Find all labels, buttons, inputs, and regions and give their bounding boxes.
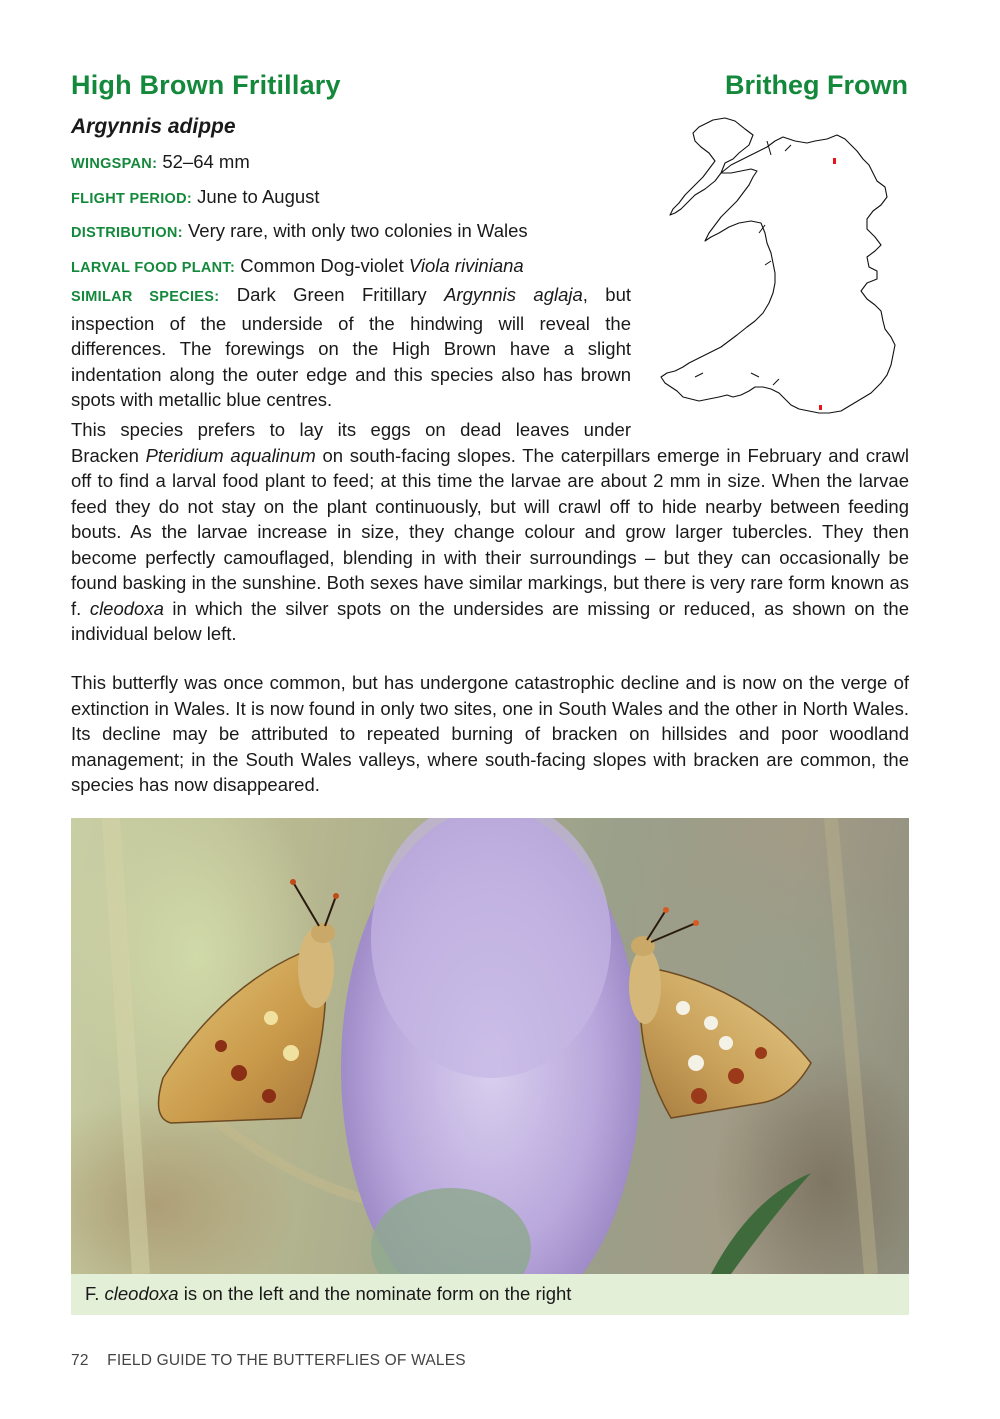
fact-value: 52–64 mm — [162, 151, 250, 172]
fact-larval-food-plant — [71, 254, 641, 280]
fact-value-italic: Viola riviniana — [408, 254, 524, 276]
record-dot-south — [819, 405, 822, 410]
fact-label: WINGSPAN: — [71, 156, 158, 172]
ecology-paragraph — [71, 417, 909, 647]
fact-label: LARVAL FOOD PLANT: — [71, 259, 236, 276]
fact-value: June to August — [197, 185, 320, 207]
caption-text-part: F. — [85, 1283, 105, 1304]
fact-label: FLIGHT PERIOD: — [71, 190, 192, 207]
ecology-text: on south-facing slopes. The caterpillars emerge in February and crawl off to find a larval food plant to feed; at this time the larvae are about 2 mm in size. When the larvae feed they do not stay on the plant continuously, but will crawl off to hide nearby between feeding bouts. As the larvae increase in size, they change colour and grow larger tubercles. They then become perfectly camouflaged, blending in with their surroundings – but they can occasionally be found basking in the sunshine. Both sexes have similar markings, but there is very rare form known as f. — [71, 444, 909, 619]
butterfly-right — [629, 907, 811, 1118]
fact-distribution — [71, 219, 641, 245]
ecology-scientific: Pteridium aqualinum — [145, 444, 316, 466]
estuary-lines — [695, 141, 791, 385]
butterfly-left — [159, 879, 340, 1123]
similar-species-label: SIMILAR SPECIES: — [71, 289, 220, 305]
fact-value: Common Dog-violet — [240, 254, 409, 276]
wales-outline — [661, 118, 895, 413]
caption-form-name: cleodoxa — [104, 1283, 179, 1304]
fact-value: Very rare, with only two colonies in Wales — [187, 220, 528, 241]
photo-illustration — [71, 818, 909, 1274]
record-dot-north — [833, 158, 836, 164]
fact-list — [71, 150, 641, 288]
grass-stem — [831, 818, 871, 1274]
butterfly-photo — [71, 818, 909, 1274]
leaf — [711, 1173, 811, 1274]
ecology-text: This species prefers to lay its eggs on dead leaves under — [71, 419, 631, 440]
similar-species-paragraph — [71, 282, 631, 413]
similar-species-text: , but inspection of the underside of the hindwing will reveal the differences. The forewings on the High Brown have a slight indentation along the outer edge and this species also has brown spots with metallic blue centres. — [71, 284, 632, 410]
photo-caption — [71, 1274, 909, 1315]
fact-wingspan — [71, 150, 641, 176]
status-paragraph: This butterfly was once common, but has undergone catastrophic decline and is now on the verge of extinction in Wales. It is now found in only two sites, one in South Wales and the other in North Wales. Its decline may be attributed to repeated burning of bracken on hillsides and poor woodland management; in the South Wales valleys, where south-facing slopes with bracken are common, the species has now disappeared. — [71, 672, 909, 795]
grass-stem — [111, 818, 141, 1274]
common-name-heading: High Brown Fritillary — [71, 70, 341, 100]
ecology-text: Bracken — [71, 444, 146, 466]
similar-species-text: Dark Green Fritillary — [219, 284, 445, 305]
similar-species-scientific: Argynnis aglaja — [444, 284, 583, 305]
page-footer — [71, 1352, 466, 1370]
caption-text-part: is on the left and the nominate form on the right — [178, 1283, 572, 1304]
fact-label: DISTRIBUTION: — [71, 225, 183, 241]
fact-flight-period — [71, 185, 641, 211]
book-title: FIELD GUIDE TO THE BUTTERFLIES OF WALES — [107, 1352, 466, 1369]
ecology-text: in which the silver spots on the undersides are missing or reduced, as shown on the individual below left. — [71, 597, 910, 644]
welsh-name-heading: Britheg Frown — [725, 70, 908, 100]
distribution-map — [655, 115, 915, 425]
ecology-form-name: cleodoxa — [89, 597, 164, 619]
page-number: 72 — [71, 1352, 89, 1369]
caption-text — [85, 1283, 571, 1305]
scientific-name: Argynnis adippe — [71, 115, 236, 138]
